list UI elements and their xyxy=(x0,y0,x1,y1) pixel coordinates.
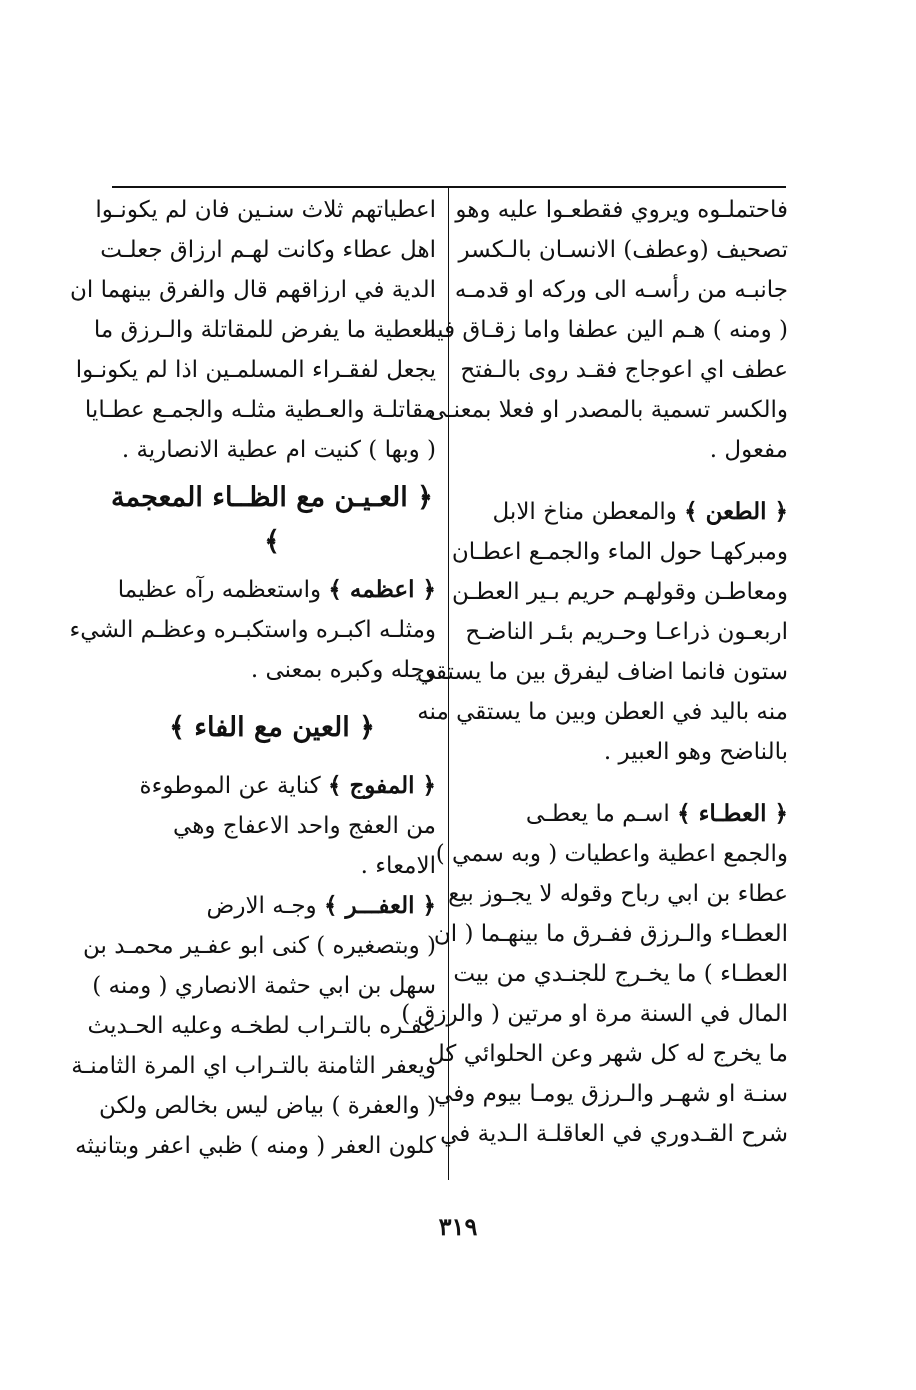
text-line: العطـاء ) ما يخـرج للجنـدي من بيت xyxy=(453,961,788,987)
entry-text: واستعظمه رآه عظيما xyxy=(117,577,322,603)
text-line: فاحتملـوه ويروي فقطعـوا عليه وهو xyxy=(455,197,788,223)
text-line: والكسر تسمية بالمصدر او فعلا بمعنـى xyxy=(427,397,788,423)
text-line: يجعل لفقـراء المسلمـين اذا لم يكونـوا xyxy=(75,357,436,383)
entry-line xyxy=(108,766,436,806)
section-heading: ﴿ العـيـن مع الظــاء المعجمة ﴾ xyxy=(110,482,434,557)
text-line: العطـاء والـرزق ففـرق ما بينهـما ( ان xyxy=(433,921,788,947)
entry-line xyxy=(462,492,788,532)
text-line: جانبـه من رأسـه الى وركه او قدمـه xyxy=(454,277,788,303)
text-line: والجمع اعطية واعطيات ( وبه سمي ) xyxy=(435,841,788,867)
text-line: ( وبها ) كنيت ام عطية الانصارية . xyxy=(121,437,436,463)
text-line: الدية في ارزاقهم قال والفرق بينهما ان xyxy=(70,277,436,303)
paragraph-gap xyxy=(462,772,788,794)
right-column xyxy=(401,190,788,1180)
section-heading: ﴿ العين مع الفاء ﴾ xyxy=(169,712,375,743)
text-line: ستون فانما اضاف ليفرق بين ما يستقي xyxy=(416,659,788,685)
text-line: اهل عطاء وكانت لهـم ارزاق جعلـت xyxy=(100,237,436,263)
text-line: ما يخرج له كل شهر وعن الحلوائي كل xyxy=(428,1041,788,1067)
entry-line xyxy=(108,570,436,610)
text-line: شرح القـدوري في العاقلـة الـدية في xyxy=(440,1121,788,1147)
text-line: كلون العفر ( ومنه ) ظبي اعفر وبتانيثه xyxy=(75,1133,436,1159)
entry-headword: ﴿ الطعن ﴾ xyxy=(684,498,788,525)
text-line: سهل بن ابي حثمة الانصاري ( ومنه ) xyxy=(92,973,436,999)
page-number: ٣١٩ xyxy=(438,1212,478,1241)
text-line: منه باليد في العطن وبين ما يستقي منه xyxy=(417,699,788,725)
text-line: مفعول . xyxy=(709,437,788,463)
text-line: عطاء بن ابي رباح وقوله لا يجـوز بيع xyxy=(448,881,788,907)
entry-headword: ﴿ العطـاء ﴾ xyxy=(677,800,788,827)
entry-text: كناية عن الموطوءة xyxy=(139,773,321,799)
text-line: الامعاء . xyxy=(360,853,436,879)
text-line: سنـة او شهـر والـرزق يومـا بيوم وفي xyxy=(434,1081,788,1107)
text-line: من العفج واحد الاعفاج وهي xyxy=(173,813,436,839)
text-line: ( ومنه ) هـم الين عطفا واما زقـاق فيه xyxy=(424,317,788,343)
paragraph-gap xyxy=(462,470,788,492)
paragraph-gap xyxy=(108,756,436,766)
text-line: عطف اي اعوجاج فقـد روى بالـفتح xyxy=(460,357,788,383)
text-line: ( والعفرة ) بياض ليس بخالص ولكن xyxy=(99,1093,436,1119)
entry-headword: ﴿ العفـــر ﴾ xyxy=(323,892,436,919)
text-line: المال في السنة مرة او مرتين ( والرزق ) xyxy=(401,1001,788,1027)
entry-text: والمعطن مناخ الابل xyxy=(492,499,677,525)
text-line: تصحيف (وعطف) الانسـان بالـكسر xyxy=(458,237,788,263)
text-line: اربعـون ذراعـا وحـريم بئـر الناضـح xyxy=(465,619,788,645)
text-line: ويعفر الثامنة بالتـراب اي المرة الثامنـة xyxy=(71,1053,436,1079)
entry-line xyxy=(462,794,788,834)
entry-line xyxy=(108,886,436,926)
text-line: عفـره بالتـراب لطخـه وعليه الحـديث xyxy=(87,1013,436,1039)
entry-text: اسـم ما يعطـى xyxy=(525,801,670,827)
text-line: بالناضح وهو العبير . xyxy=(603,739,788,765)
entry-headword: ﴿ المفوج ﴾ xyxy=(327,772,436,799)
entry-headword: ﴿ اعظمه ﴾ xyxy=(328,576,436,603)
left-column xyxy=(69,190,436,1180)
text-line: اعطياتهم ثلاث سنـين فان لم يكونـوا xyxy=(95,197,436,223)
text-line: العطية ما يفرض للمقاتلة والـرزق ما xyxy=(93,317,436,343)
top-rule xyxy=(112,186,786,188)
text-line: ومثلـه اكبـره واستكبـره وعظـم الشيء xyxy=(69,617,436,643)
text-line: ( وبتصغيره ) كنى ابو عفـير محمـد بن xyxy=(83,933,436,959)
text-line: وجله وكبره بمعنى . xyxy=(250,657,436,683)
text-line: ومعاطـن وقولهـم حريم بـير العطـن xyxy=(452,579,788,605)
text-line: مقاتلـة والعـطية مثلـه والجمـع عطـايا xyxy=(84,397,436,423)
entry-text: وجـه الارض xyxy=(206,893,317,919)
text-line: ومبركهـا حول الماء والجمـع اعطـان xyxy=(451,539,788,565)
paragraph-gap xyxy=(108,690,436,700)
